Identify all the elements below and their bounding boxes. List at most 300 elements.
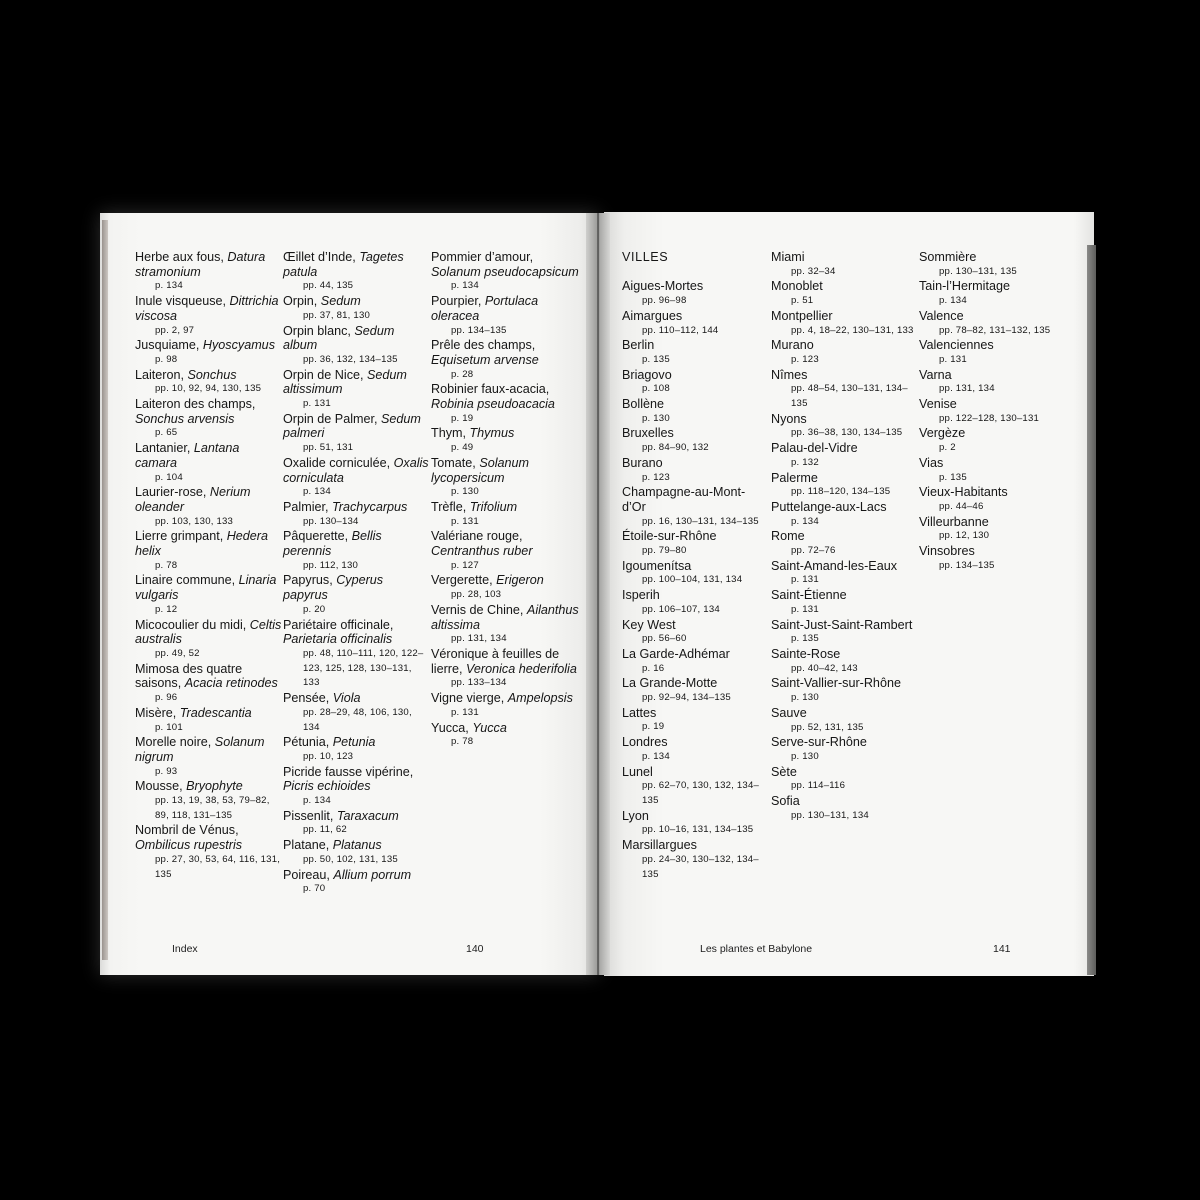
page-references: p. 19 bbox=[642, 721, 665, 733]
city-index-entry bbox=[622, 485, 762, 529]
page-references: pp. 10–16, 131, 134–135 bbox=[642, 824, 754, 836]
entry-name: Linaire commune, bbox=[135, 573, 236, 588]
page-references: pp. 72–76 bbox=[791, 545, 836, 557]
page-references: p. 134 bbox=[155, 280, 183, 292]
city-name bbox=[919, 250, 1067, 265]
common-name bbox=[431, 382, 579, 411]
entry-name: Orpin blanc, bbox=[283, 323, 351, 338]
entry-name: Mousse, bbox=[135, 779, 183, 794]
page-references: p. 123 bbox=[791, 353, 819, 365]
plant-index-entry bbox=[135, 529, 283, 573]
common-name bbox=[135, 250, 283, 279]
page-references: p. 20 bbox=[303, 603, 326, 615]
page-references: p. 131 bbox=[791, 603, 819, 615]
city-index-entry bbox=[622, 647, 762, 676]
plant-index-entry bbox=[135, 735, 283, 779]
page-references: pp. 28, 103 bbox=[451, 589, 502, 601]
page-references: pp. 131, 134 bbox=[939, 383, 995, 395]
plant-index-entry bbox=[135, 823, 283, 882]
plant-index-column-3 bbox=[431, 250, 579, 750]
entry-name: Lierre grimpant, bbox=[135, 529, 224, 544]
plant-index-entry bbox=[431, 294, 579, 338]
scientific-name: Acacia retinodes bbox=[184, 676, 278, 691]
page-references: p. 134 bbox=[939, 295, 967, 307]
page-references: p. 127 bbox=[451, 559, 479, 571]
city-name bbox=[622, 647, 762, 662]
city-name bbox=[919, 544, 1067, 559]
entry-name: Thym, bbox=[431, 426, 466, 441]
entry-name: Nyons bbox=[771, 411, 807, 426]
city-name bbox=[771, 794, 919, 809]
common-name bbox=[135, 368, 283, 383]
plant-index-entry bbox=[135, 441, 283, 485]
city-name bbox=[771, 559, 919, 574]
entry-name: Pariétaire officinale, bbox=[283, 617, 394, 632]
city-name bbox=[919, 368, 1067, 383]
page-references: pp. 50, 102, 131, 135 bbox=[303, 853, 398, 865]
entry-name: Nombril de Vénus, bbox=[135, 823, 239, 838]
common-name bbox=[135, 397, 283, 426]
page-references: pp. 118–120, 134–135 bbox=[791, 486, 891, 498]
city-index-entry bbox=[771, 794, 919, 823]
entry-name: Oxalide corniculée, bbox=[283, 455, 391, 470]
scientific-name: Sedum bbox=[320, 294, 361, 309]
city-index-entry bbox=[622, 838, 762, 882]
scientific-name: Petunia bbox=[332, 735, 376, 750]
city-index-entry bbox=[771, 309, 919, 338]
scientific-name: Yucca bbox=[472, 720, 507, 735]
city-index-entry bbox=[622, 559, 762, 588]
page-references: p. 135 bbox=[939, 471, 967, 483]
city-index-entry bbox=[919, 456, 1067, 485]
page-references: pp. 48, 110–111, 120, 122–123, 125, 128, 130–131, 133 bbox=[303, 647, 424, 689]
entry-name: Varna bbox=[919, 367, 952, 382]
common-name bbox=[135, 779, 283, 794]
page-references: p. 78 bbox=[155, 559, 178, 571]
page-references: p. 70 bbox=[303, 883, 326, 895]
page-references: p. 134 bbox=[642, 750, 670, 762]
page-references: pp. 131, 134 bbox=[451, 633, 507, 645]
book-gutter bbox=[586, 213, 610, 975]
plant-index-entry bbox=[431, 338, 579, 382]
page-references: pp. 49, 52 bbox=[155, 647, 200, 659]
entry-name: Key West bbox=[622, 617, 676, 632]
plant-index-entry bbox=[431, 382, 579, 426]
page-references: p. 108 bbox=[642, 383, 670, 395]
city-index-entry bbox=[771, 559, 919, 588]
city-index-entry bbox=[771, 441, 919, 470]
plant-index-entry bbox=[283, 529, 431, 573]
city-name bbox=[771, 706, 919, 721]
common-name bbox=[431, 529, 579, 558]
scientific-name: Erigeron bbox=[496, 573, 544, 588]
city-name bbox=[919, 456, 1067, 471]
entry-name: Bollène bbox=[622, 397, 665, 412]
scientific-name: Veronica hederifolia bbox=[466, 661, 577, 676]
scientific-name: Sedum altissimum bbox=[283, 367, 407, 397]
common-name bbox=[283, 691, 431, 706]
page-references: pp. 84–90, 132 bbox=[642, 442, 709, 454]
scientific-name: Picris echioides bbox=[283, 779, 371, 794]
page-references: p. 130 bbox=[791, 750, 819, 762]
plant-index-entry bbox=[431, 721, 579, 750]
entry-name: Palau-del-Vidre bbox=[771, 441, 858, 456]
plant-index-entry bbox=[135, 250, 283, 294]
plant-index-entry bbox=[283, 618, 431, 692]
entry-name: Herbe aux fous, bbox=[135, 250, 224, 264]
city-name bbox=[622, 426, 762, 441]
entry-name: La Garde-Adhémar bbox=[622, 646, 730, 661]
entry-name: Valence bbox=[919, 308, 964, 323]
common-name bbox=[283, 529, 431, 558]
city-index-entry bbox=[919, 309, 1067, 338]
page-references: p. 132 bbox=[791, 456, 819, 468]
city-name bbox=[771, 500, 919, 515]
common-name bbox=[431, 426, 579, 441]
page-references: p. 49 bbox=[451, 442, 474, 454]
common-name bbox=[135, 662, 283, 691]
city-index-entry bbox=[771, 706, 919, 735]
city-index-entry bbox=[622, 706, 762, 735]
page-references: pp. 32–34 bbox=[791, 265, 836, 277]
city-name bbox=[771, 647, 919, 662]
city-name bbox=[771, 676, 919, 691]
plant-index-entry bbox=[135, 706, 283, 735]
common-name bbox=[431, 500, 579, 515]
page-references: pp. 36, 132, 134–135 bbox=[303, 353, 398, 365]
entry-name: Vergèze bbox=[919, 426, 966, 441]
page-references: pp. 2, 97 bbox=[155, 324, 195, 336]
common-name bbox=[135, 573, 283, 602]
common-name bbox=[135, 529, 283, 558]
plant-index-entry bbox=[135, 618, 283, 662]
entry-name: Rome bbox=[771, 529, 805, 544]
common-name bbox=[283, 294, 431, 309]
page-references: p. 135 bbox=[642, 353, 670, 365]
city-index-entry bbox=[919, 515, 1067, 544]
scientific-name: Bellis perennis bbox=[283, 529, 382, 559]
entry-name: Vinsobres bbox=[919, 544, 975, 559]
city-name bbox=[622, 676, 762, 691]
scientific-name: Sedum palmeri bbox=[283, 411, 421, 441]
page-references: p. 19 bbox=[451, 412, 474, 424]
city-index-entry bbox=[919, 397, 1067, 426]
plant-index-entry bbox=[283, 838, 431, 867]
scientific-name: Thymus bbox=[469, 426, 515, 441]
city-index-entry bbox=[771, 529, 919, 558]
city-index-entry bbox=[919, 368, 1067, 397]
city-name bbox=[771, 250, 919, 265]
page-references: pp. 103, 130, 133 bbox=[155, 515, 234, 527]
page-references: pp. 37, 81, 130 bbox=[303, 309, 371, 321]
plant-index-entry bbox=[283, 809, 431, 838]
entry-name: Étoile-sur-Rhône bbox=[622, 529, 717, 544]
page-references: p. 130 bbox=[642, 412, 670, 424]
plant-index-entry bbox=[283, 324, 431, 368]
entry-name: Valenciennes bbox=[919, 338, 994, 353]
scientific-name: Sedum album bbox=[283, 323, 395, 353]
page-references: pp. 112, 130 bbox=[303, 559, 359, 571]
city-index-entry bbox=[771, 250, 919, 279]
scientific-name: Portulaca oleracea bbox=[431, 294, 539, 323]
scientific-name: Trachycarpus bbox=[332, 499, 408, 514]
common-name bbox=[135, 441, 283, 470]
city-name bbox=[771, 529, 919, 544]
page-references: p. 131 bbox=[451, 515, 479, 527]
plant-index-entry bbox=[283, 735, 431, 764]
page-references: pp. 48–54, 130–131, 134–135 bbox=[791, 383, 908, 410]
entry-name: Londres bbox=[622, 735, 668, 750]
page-references: p. 130 bbox=[451, 486, 479, 498]
entry-name: Orpin de Palmer, bbox=[283, 411, 378, 426]
entry-name: Vieux-Habitants bbox=[919, 485, 1008, 500]
page-references: pp. 79–80 bbox=[642, 545, 687, 557]
entry-name: Laiteron, bbox=[135, 367, 185, 382]
entry-name: Vias bbox=[919, 455, 944, 470]
city-name bbox=[622, 838, 762, 853]
page-references: p. 65 bbox=[155, 427, 178, 439]
entry-name: Laurier-rose, bbox=[135, 485, 207, 500]
scientific-name: Cyperus papyrus bbox=[283, 573, 384, 603]
page-references: pp. 51, 131 bbox=[303, 442, 354, 454]
common-name bbox=[283, 809, 431, 824]
city-name bbox=[622, 397, 762, 412]
page-references: p. 16 bbox=[642, 662, 665, 674]
city-name bbox=[622, 809, 762, 824]
scientific-name: Solanum nigrum bbox=[135, 735, 265, 764]
entry-name: Pétunia, bbox=[283, 735, 330, 750]
scientific-name: Bryophyte bbox=[186, 779, 243, 794]
page-references: pp. 92–94, 134–135 bbox=[642, 692, 731, 704]
plant-index-entry bbox=[431, 573, 579, 602]
entry-name: Vernis de Chine, bbox=[431, 602, 524, 617]
page-references: p. 93 bbox=[155, 765, 178, 777]
entry-name: Aimargues bbox=[622, 308, 683, 323]
entry-name: Sauve bbox=[771, 705, 807, 720]
city-name bbox=[919, 338, 1067, 353]
page-references: pp. 122–128, 130–131 bbox=[939, 412, 1040, 424]
city-index-entry bbox=[919, 544, 1067, 573]
page-references: pp. 11, 62 bbox=[303, 824, 347, 836]
page-references: p. 131 bbox=[939, 353, 967, 365]
scientific-name: Taraxacum bbox=[336, 808, 399, 823]
scientific-name: Sonchus bbox=[187, 367, 237, 382]
entry-name: Poireau, bbox=[283, 867, 330, 882]
city-index-entry bbox=[771, 647, 919, 676]
common-name bbox=[283, 868, 431, 883]
entry-name: Véronique à feuilles de lierre, bbox=[431, 646, 560, 676]
entry-name: Marsillargues bbox=[622, 838, 697, 853]
scientific-name: Nerium oleander bbox=[135, 485, 251, 514]
city-name bbox=[622, 368, 762, 383]
entry-name: Sète bbox=[771, 764, 797, 779]
city-name bbox=[622, 735, 762, 750]
page-references: p. 134 bbox=[303, 795, 331, 807]
scientific-name: Solanum lycopersicum bbox=[431, 455, 530, 485]
scientific-name: Datura stramonium bbox=[135, 250, 266, 279]
common-name bbox=[283, 735, 431, 750]
city-name bbox=[622, 588, 762, 603]
scientific-name: Ampelopsis bbox=[507, 691, 573, 706]
common-name bbox=[431, 603, 579, 632]
entry-name: Igoumenítsa bbox=[622, 558, 692, 573]
scientific-name: Robinia pseudoacacia bbox=[431, 397, 555, 412]
page-references: p. 131 bbox=[791, 574, 819, 586]
common-name bbox=[135, 338, 283, 353]
entry-name: Palmier, bbox=[283, 499, 329, 514]
common-name bbox=[283, 765, 431, 794]
city-name bbox=[771, 338, 919, 353]
city-index-entry bbox=[771, 471, 919, 500]
entry-name: Palerme bbox=[771, 470, 818, 485]
plant-index-entry bbox=[431, 603, 579, 647]
page-references: p. 104 bbox=[155, 471, 183, 483]
city-name bbox=[622, 618, 762, 633]
common-name bbox=[431, 338, 579, 367]
entry-name: Micocoulier du midi, bbox=[135, 617, 247, 632]
common-name bbox=[431, 456, 579, 485]
common-name bbox=[283, 618, 431, 647]
city-index-entry bbox=[622, 309, 762, 338]
entry-name: Miami bbox=[771, 250, 805, 264]
city-index-entry bbox=[622, 588, 762, 617]
page-references: pp. 133–134 bbox=[451, 677, 507, 689]
page-references: p. 78 bbox=[451, 736, 474, 748]
city-list-1 bbox=[622, 279, 762, 882]
page-references: p. 96 bbox=[155, 692, 178, 704]
entry-name: Orpin, bbox=[283, 294, 318, 309]
page-references: p. 28 bbox=[451, 368, 474, 380]
page-references: p. 130 bbox=[791, 692, 819, 704]
common-name bbox=[431, 691, 579, 706]
plant-index-entry bbox=[135, 338, 283, 367]
page-references: p. 134 bbox=[791, 515, 819, 527]
common-name bbox=[431, 294, 579, 323]
page-references: pp. 100–104, 131, 134 bbox=[642, 574, 743, 586]
entry-name: Orpin de Nice, bbox=[283, 367, 364, 382]
plant-index-entry bbox=[135, 294, 283, 338]
left-page-number: 140 bbox=[466, 943, 484, 955]
city-index-entry bbox=[771, 368, 919, 412]
entry-name: Nîmes bbox=[771, 367, 808, 382]
page-references: pp. 130–134 bbox=[303, 515, 359, 527]
city-name bbox=[622, 456, 762, 471]
common-name bbox=[135, 618, 283, 647]
city-name bbox=[771, 618, 919, 633]
entry-name: Champagne-au-Mont-d’Or bbox=[622, 485, 746, 514]
city-name bbox=[622, 279, 762, 294]
scientific-name: Tradescantia bbox=[179, 705, 252, 720]
city-index-entry bbox=[622, 279, 762, 308]
scientific-name: Allium porrum bbox=[333, 867, 412, 882]
plant-index-entry bbox=[135, 397, 283, 441]
city-index-entry bbox=[622, 397, 762, 426]
city-name bbox=[919, 279, 1067, 294]
entry-name: Lantanier, bbox=[135, 441, 191, 456]
plant-index-entry bbox=[431, 529, 579, 573]
scientific-name: Hedera helix bbox=[135, 529, 269, 559]
city-name bbox=[919, 397, 1067, 412]
common-name bbox=[431, 573, 579, 588]
page-references: pp. 44, 135 bbox=[303, 280, 354, 292]
scientific-name: Dittrichia viscosa bbox=[135, 294, 279, 323]
page-references: pp. 10, 92, 94, 130, 135 bbox=[155, 383, 262, 395]
scientific-name: Tagetes patula bbox=[283, 250, 404, 279]
entry-name: Picride fausse vipérine, bbox=[283, 764, 414, 779]
common-name bbox=[283, 500, 431, 515]
page-references: pp. 134–135 bbox=[451, 324, 507, 336]
page-references: pp. 56–60 bbox=[642, 633, 687, 645]
plant-index-entry bbox=[135, 662, 283, 706]
page-references: p. 101 bbox=[155, 721, 183, 733]
scientific-name: Celtis australis bbox=[135, 617, 282, 647]
section-heading: VILLES bbox=[622, 250, 669, 264]
page-references: pp. 28–29, 48, 106, 130, 134 bbox=[303, 706, 412, 733]
plant-index-entry bbox=[135, 368, 283, 397]
right-footer-title: Les plantes et Babylone bbox=[700, 943, 813, 955]
entry-name: Aigues-Mortes bbox=[622, 279, 704, 294]
entry-name: Tomate, bbox=[431, 455, 476, 470]
entry-name: Briagovo bbox=[622, 367, 672, 382]
city-index-column-2 bbox=[771, 250, 919, 823]
common-name bbox=[135, 706, 283, 721]
page-references: pp. 134–135 bbox=[939, 559, 995, 571]
plant-index-column-1 bbox=[135, 250, 283, 882]
entry-name: Murano bbox=[771, 338, 814, 353]
plant-index-entry bbox=[431, 691, 579, 720]
common-name bbox=[135, 735, 283, 764]
scientific-name: Equisetum arvense bbox=[431, 352, 539, 367]
city-index-entry bbox=[771, 412, 919, 441]
common-name bbox=[135, 294, 283, 323]
entry-name: Pâquerette, bbox=[283, 529, 349, 544]
entry-name: Misère, bbox=[135, 705, 177, 720]
entry-name: Venise bbox=[919, 397, 957, 412]
entry-name: Lattes bbox=[622, 705, 657, 720]
entry-name: Serve-sur-Rhône bbox=[771, 735, 867, 750]
scientific-name: Hyoscyamus bbox=[202, 338, 275, 353]
page-references: pp. 114–116 bbox=[791, 780, 846, 792]
page-references: pp. 24–30, 130–132, 134–135 bbox=[642, 853, 759, 880]
common-name bbox=[283, 456, 431, 485]
city-name bbox=[771, 309, 919, 324]
entry-name: Saint-Étienne bbox=[771, 588, 847, 603]
page-references: p. 131 bbox=[303, 398, 331, 410]
city-name bbox=[771, 441, 919, 456]
page-references: pp. 4, 18–22, 130–131, 133 bbox=[791, 324, 914, 336]
entry-name: Tain-l’Hermitage bbox=[919, 279, 1010, 294]
page-references: p. 135 bbox=[791, 633, 819, 645]
city-index-entry bbox=[771, 588, 919, 617]
city-name bbox=[771, 765, 919, 780]
city-name bbox=[771, 735, 919, 750]
city-index-entry bbox=[919, 426, 1067, 455]
page-references: pp. 106–107, 134 bbox=[642, 603, 720, 615]
page-references: p. 131 bbox=[451, 706, 479, 718]
city-name bbox=[771, 588, 919, 603]
entry-name: Papyrus, bbox=[283, 573, 333, 588]
city-name bbox=[771, 368, 919, 383]
common-name bbox=[283, 368, 431, 397]
scientific-name: Sonchus arvensis bbox=[135, 411, 235, 426]
city-index-entry bbox=[771, 735, 919, 764]
page-references: p. 12 bbox=[155, 603, 178, 615]
plant-index-entry bbox=[283, 368, 431, 412]
page-references: p. 51 bbox=[791, 295, 814, 307]
plant-index-entry bbox=[431, 250, 579, 294]
city-index-entry bbox=[622, 426, 762, 455]
city-name bbox=[919, 426, 1067, 441]
